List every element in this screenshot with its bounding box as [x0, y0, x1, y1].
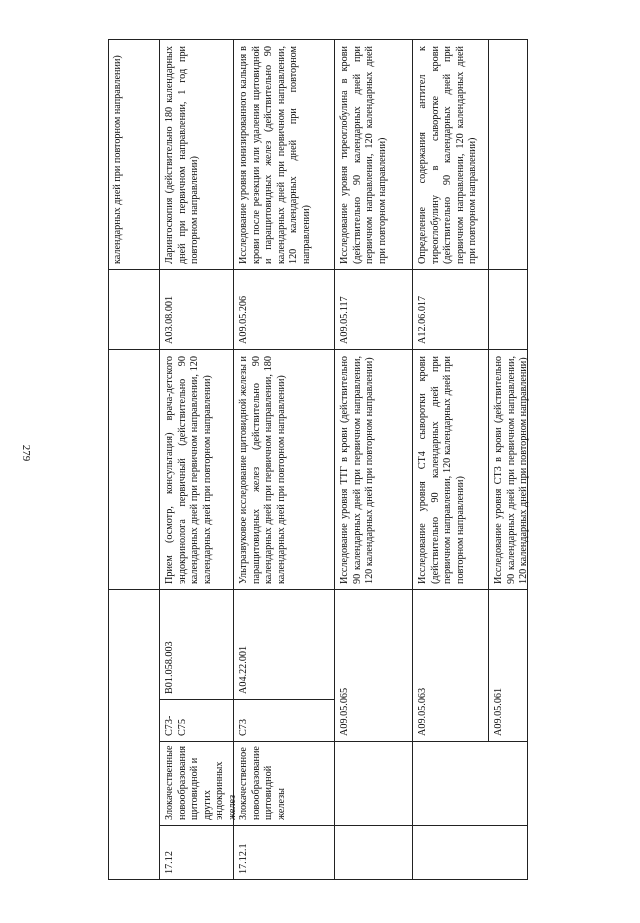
service-code: A09.05.063	[417, 687, 428, 736]
service-description: Исследование уровня СТ3 в крови (действительно 90 календарных дней при первичном направлении, 120 календарных дней при повторном направлении)	[493, 356, 529, 584]
service-code: A09.05.061	[493, 687, 504, 736]
icd-code: C73-C75	[164, 715, 188, 736]
continuation-cell	[110, 42, 158, 268]
rotated-table	[108, 40, 528, 880]
service-description: Исследование уровня СТ4 сыворотки крови (действительно 90 календарных дней при первичном направлении, 120 календарных дней при повторном направлении)	[417, 356, 466, 584]
service-code: A09.05.206	[238, 295, 249, 344]
diagnosis-name: Злокачественные новообразования щитовидной и других эндокринных желез	[164, 745, 238, 820]
service-description: Исследование уровня тиреоглобулина в крови (действительно 90 календарных дней при первичном направлении, 120 календарных дней при повторном направлении)	[339, 46, 388, 264]
service-description: Определение содержания антител к тиреоглобулину в сыворотке крови (действительно 90 календарных дней при первичном направлении, 120 календарных дней при повторном направлении)	[417, 46, 478, 264]
diagnosis-name: Злокачественное новообразование щитовидной железы	[238, 746, 287, 820]
service-description: Прием (осмотр, консультация) врача-детского эндокринолога первичный (действительно 90 календарных дней при первичном направлении, 120 календарных дней при повторном направлении)	[164, 356, 213, 584]
service-code: A09.05.065	[339, 687, 350, 736]
service-description: Ультразвуковое исследование щитовидной железы и паращитовидных желез (действительно 90 календарных дней при первичном направлении, 180 календарных дней при повторном направлении)	[238, 356, 287, 584]
row-number: 17.12	[164, 851, 175, 874]
service-code: A12.06.017	[417, 295, 428, 344]
service-description: Ларингоскопия (действительно 180 календарных дней при первичном направлении, 1 год при повторном направлении)	[164, 46, 200, 264]
service-description: Исследование уровня ионизированного кальция в крови после резекции или удаления щитовидной и паращитовидных желез (действительно 90 календарных дней при первичном направлении, 120 календарных дней при повторном направлении)	[238, 46, 312, 264]
service-code: A03.08.001	[164, 295, 175, 344]
continuation-text: календарных дней при повторном направлении)	[112, 55, 123, 264]
service-code: B01.058.003	[164, 641, 175, 694]
service-code: A04.22.001	[238, 645, 249, 694]
service-description	[491, 42, 527, 268]
icd-code: C73	[238, 719, 249, 736]
service-code: A09.05.117	[339, 296, 350, 344]
row-number: 17.12.1	[238, 843, 249, 874]
service-description: Исследование уровня ТТГ в крови (действительно 90 календарных дней при первичном направлении, 120 календарных дней при повторном направлении)	[339, 356, 375, 584]
page-number: 279	[20, 444, 32, 462]
service-code	[491, 270, 527, 348]
